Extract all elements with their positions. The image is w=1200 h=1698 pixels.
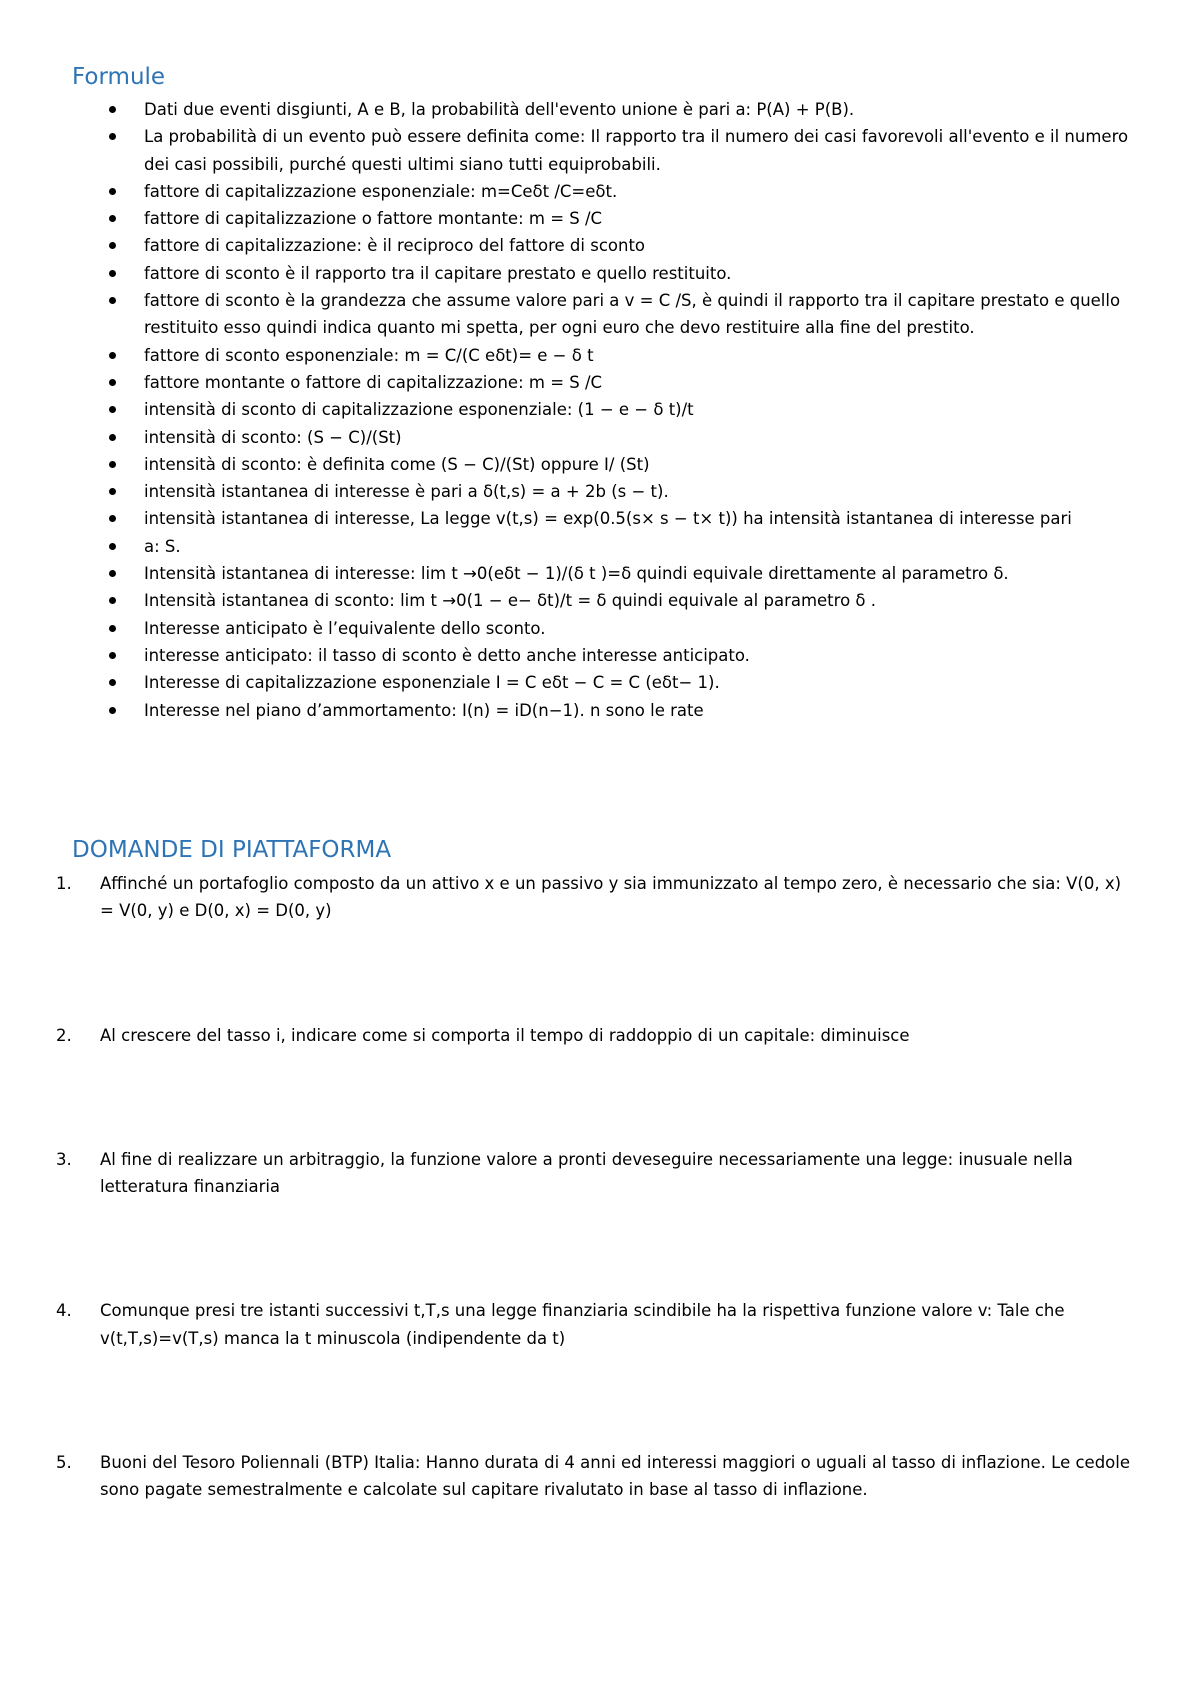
list-item: intensità istantanea di interesse, La legge v(t,s) = exp(0.5(s× s − t× t)) ha intensità istantanea di interesse pari [0, 505, 1200, 532]
list-item: fattore di capitalizzazione o fattore montante: m = S /C [0, 205, 1200, 232]
list-item: intensità istantanea di interesse è pari a δ(t,s) = a + 2b (s − t). [0, 478, 1200, 505]
list-item: intensità di sconto: (S − C)/(St) [0, 424, 1200, 451]
list-item: interesse anticipato: il tasso di sconto è detto anche interesse anticipato. [0, 642, 1200, 669]
list-item: fattore di sconto è la grandezza che assume valore pari a v = C /S, è quindi il rapporto tra il capitare prestato e quello restituito esso quindi indica quanto mi spetta, per ogni euro che devo restituire alla fine del prestito. [0, 287, 1200, 342]
list-item: fattore di capitalizzazione: è il reciproco del fattore di sconto [0, 232, 1200, 259]
list-item: Interesse nel piano d’ammortamento: I(n) = iD(n−1). n sono le rate [0, 697, 1200, 724]
question-item [0, 1022, 1200, 1049]
list-item: fattore montante o fattore di capitalizzazione: m = S /C [0, 369, 1200, 396]
domande-list [0, 870, 1200, 1601]
question-item [0, 1297, 1200, 1352]
question-number: 1. [56, 874, 72, 893]
question-number: 5. [56, 1453, 72, 1473]
formule-list [0, 96, 1200, 724]
question-number: 2. [56, 1025, 72, 1045]
question-text: Comunque presi tre istanti successivi t,T,s una legge finanziaria scindibile ha la rispettiva funzione valore v: Tale che v(t,T,s)=v(T,s) manca la t minuscola (indipendente da t) [100, 1301, 1065, 1348]
question-text: Buoni del Tesoro Poliennali (BTP) Italia: Hanno durata di 4 anni ed interessi maggiori o uguali al tasso di inflazione. Le cedole sono pagate semestralmente e calcolate sul capitare rivalutato in base al tasso di inflazione. [100, 1453, 1131, 1500]
list-item: Dati due eventi disgiunti, A e B, la probabilità dell'evento unione è pari a: P(A) + P(B). [0, 96, 1200, 123]
list-item: intensità di sconto: è definita come (S − C)/(St) oppure I/ (St) [0, 451, 1200, 478]
question-number: 4. [56, 1301, 72, 1321]
list-item: a: S. [0, 533, 1200, 560]
list-item: fattore di sconto esponenziale: m = C/(C eδt)= e − δ t [0, 342, 1200, 369]
list-item: La probabilità di un evento può essere definita come: Il rapporto tra il numero dei casi favorevoli all'evento e il numero dei casi possibili, purché questi ultimi siano tutti equiprobabili. [0, 123, 1200, 178]
list-item: fattore di capitalizzazione esponenziale: m=Ceδt /C=eδt. [0, 178, 1200, 205]
list-item: Intensità istantanea di interesse: lim t →0(eδt − 1)/(δ t )=δ quindi equivale direttamente al parametro δ. [0, 560, 1200, 587]
question-item [0, 1146, 1200, 1201]
question-text: Al fine di realizzare un arbitraggio, la funzione valore a pronti deveseguire necessariamente una legge: inusuale nella letteratura finanziaria [100, 1149, 1073, 1197]
list-item: intensità di sconto di capitalizzazione esponenziale: (1 − e − δ t)/t [0, 396, 1200, 423]
section-heading-formule: Formule [72, 64, 166, 90]
list-item: fattore di sconto è il rapporto tra il capitare prestato e quello restituito. [0, 260, 1200, 287]
list-item: Interesse anticipato è l’equivalente dello sconto. [0, 615, 1200, 642]
section-heading-domande: DOMANDE DI PIATTAFORMA [72, 837, 392, 863]
list-item: Interesse di capitalizzazione esponenziale I = C eδt − C = C (eδt− 1). [0, 669, 1200, 696]
question-item [0, 870, 1200, 925]
list-item: Intensità istantanea di sconto: lim t →0(1 − e− δt)/t = δ quindi equivale al parametro δ . [0, 587, 1200, 614]
question-text: Al crescere del tasso i, indicare come si comporta il tempo di raddoppio di un capitale: diminuisce [100, 1025, 910, 1045]
question-number: 3. [56, 1149, 72, 1169]
question-text: Affinché un portafoglio composto da un attivo x e un passivo y sia immunizzato al tempo zero, è necessario che sia: V(0, x) = V(0, y) e D(0, x) = D(0, y) [100, 874, 1122, 921]
question-item [0, 1449, 1200, 1504]
